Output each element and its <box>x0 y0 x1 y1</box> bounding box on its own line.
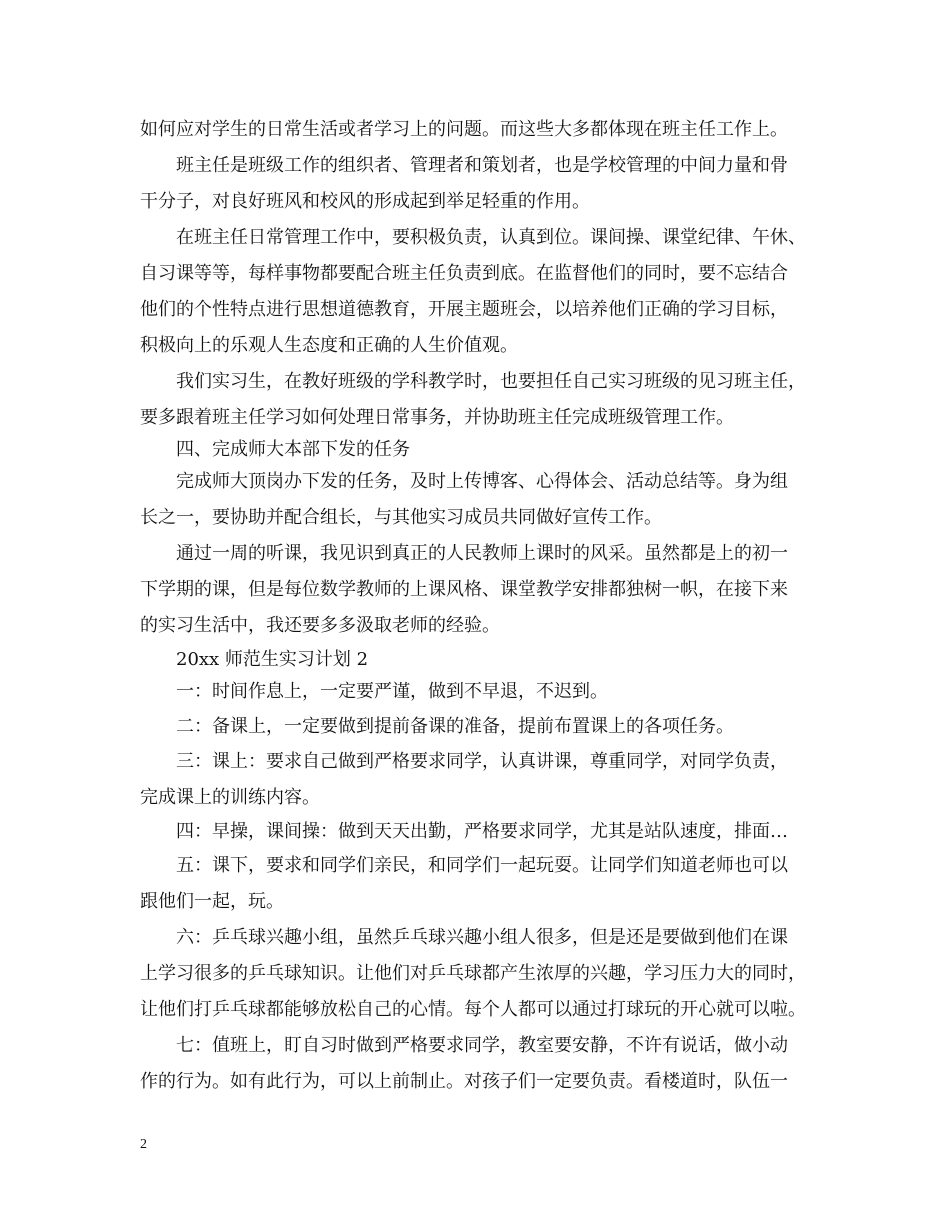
text-line: 下学期的课，但是每位数学教师的上课风格、课堂教学安排都独树一帜，在接下来 <box>140 579 788 600</box>
text-line: 五：课下，要求和同学们亲民，和同学们一起玩耍。让同学们知道老师也可以 <box>176 855 788 876</box>
text-line: 二：备课上，一定要做到提前备课的准备，提前布置课上的各项任务。 <box>176 716 734 737</box>
section-heading: 四、完成师大本部下发的任务 <box>176 439 410 460</box>
text-line: 完成师大顶岗办下发的任务，及时上传博客、心得体会、活动总结等。身为组 <box>176 471 788 492</box>
text-line: 的实习生活中，我还要多多汲取老师的经验。 <box>140 615 500 636</box>
text-line: 三：课上：要求自己做到严格要求同学，认真讲课，尊重同学，对同学负责， <box>176 751 788 772</box>
text-line: 他们的个性特点进行思想道德教育，开展主题班会，以培养他们正确的学习目标， <box>140 299 788 320</box>
section-heading: 20xx 师范生实习计划 2 <box>176 649 369 670</box>
text-line: 上学习很多的乒乓球知识。让他们对乒乓球都产生浓厚的兴趣，学习压力大的同时， <box>140 963 806 984</box>
text-line: 七：值班上，盯自习时做到严格要求同学，教室要安静，不许有说话，做小动 <box>176 1035 788 1056</box>
text-line: 六：乒乓球兴趣小组，虽然乒乓球兴趣小组人很多，但是还是要做到他们在课 <box>176 927 788 948</box>
text-line: 自习课等等，每样事物都要配合班主任负责到底。在监督他们的同时，要不忘结合 <box>140 263 788 284</box>
text-line: 让他们打乒乓球都能够放松自己的心情。每个人都可以通过打球玩的开心就可以啦。 <box>140 999 806 1020</box>
text-line: 长之一，要协助并配合组长，与其他实习成员共同做好宣传工作。 <box>140 507 662 528</box>
text-line: 如何应对学生的日常生活或者学习上的问题。而这些大多都体现在班主任工作上。 <box>140 119 788 140</box>
text-line: 一：时间作息上，一定要严谨，做到不早退，不迟到。 <box>176 681 608 702</box>
text-line: 我们实习生，在教好班级的学科教学时，也要担任自己实习班级的见习班主任， <box>176 371 806 392</box>
text-line: 在班主任日常管理工作中，要积极负责，认真到位。课间操、课堂纪律、午休、 <box>176 227 806 248</box>
text-line: 积极向上的乐观人生态度和正确的人生价值观。 <box>140 335 518 356</box>
text-line: 作的行为。如有此行为，可以上前制止。对孩子们一定要负责。看楼道时，队伍一 <box>140 1071 788 1092</box>
text-line: 完成课上的训练内容。 <box>140 787 320 808</box>
text-line: 班主任是班级工作的组织者、管理者和策划者，也是学校管理的中间力量和骨 <box>176 155 788 176</box>
text-line: 通过一周的听课，我见识到真正的人民教师上课时的风采。虽然都是上的初一 <box>176 543 788 564</box>
text-line: 要多跟着班主任学习如何处理日常事务，并协助班主任完成班级管理工作。 <box>140 407 734 428</box>
text-line: 干分子，对良好班风和校风的形成起到举足轻重的作用。 <box>140 191 590 212</box>
page-number: 2 <box>140 1137 147 1152</box>
text-line: 四：早操，课间操：做到天天出勤，严格要求同学，尤其是站队速度，排面… <box>176 821 788 842</box>
text-line: 跟他们一起，玩。 <box>140 891 284 912</box>
